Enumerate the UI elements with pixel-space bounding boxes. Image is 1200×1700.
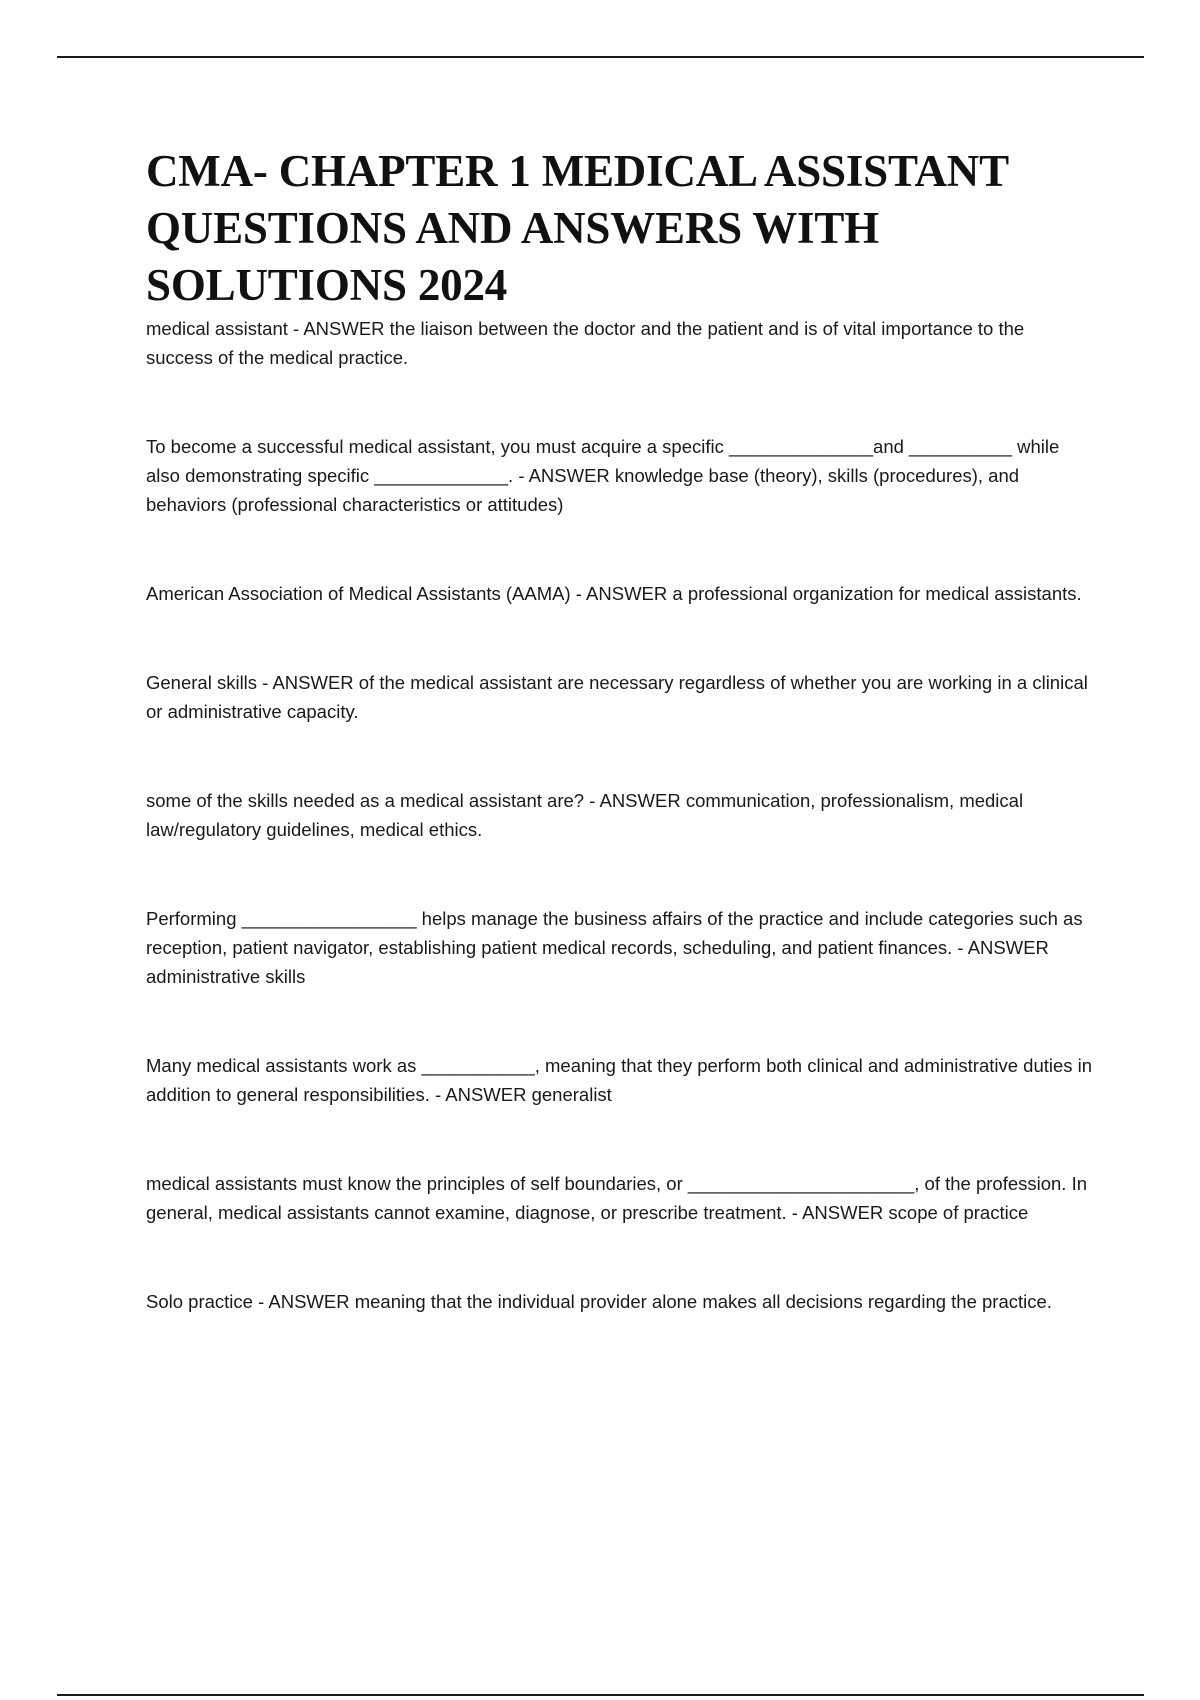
qa-entry: Performing _________________ helps manage the business affairs of the practice and include categories such as reception, patient navigator, establishing patient medical records, scheduling, and patient finances. - ANSWER administrative skills bbox=[146, 908, 1083, 987]
bottom-rule bbox=[57, 1694, 1144, 1696]
top-rule bbox=[57, 56, 1144, 58]
qa-entry: medical assistants must know the principles of self boundaries, or ______________________, of the profession. In general, medical assistants cannot examine, diagnose, or prescribe treatment. - ANSWER scope of practice bbox=[146, 1173, 1088, 1223]
qa-entry: medical assistant - ANSWER the liaison between the doctor and the patient and is of vital importance to the success of the medical practice. bbox=[146, 318, 1025, 368]
qa-entry: To become a successful medical assistant, you must acquire a specific ______________and __________ while also demonstrating specific _____________. - ANSWER knowledge base (theory), skills (procedures), and behaviors (professional characteristics or attitudes) bbox=[146, 436, 1060, 515]
qa-entry: Many medical assistants work as ___________, meaning that they perform both clinical and administrative duties in addition to general responsibilities. - ANSWER generalist bbox=[146, 1055, 1093, 1105]
qa-entry: General skills - ANSWER of the medical assistant are necessary regardless of whether you are working in a clinical or administrative capacity. bbox=[146, 672, 1088, 722]
document-title: CMA- CHAPTER 1 MEDICAL ASSISTANT QUESTIONS AND ANSWERS WITH SOLUTIONS 2024 bbox=[146, 146, 1009, 310]
qa-entry: some of the skills needed as a medical assistant are? - ANSWER communication, professionalism, medical law/regulatory guidelines, medical ethics. bbox=[146, 790, 1024, 840]
qa-entry: American Association of Medical Assistants (AAMA) - ANSWER a professional organization for medical assistants. bbox=[146, 583, 1082, 604]
document-body bbox=[146, 143, 1096, 1316]
qa-entry: Solo practice - ANSWER meaning that the individual provider alone makes all decisions regarding the practice. bbox=[146, 1291, 1052, 1312]
